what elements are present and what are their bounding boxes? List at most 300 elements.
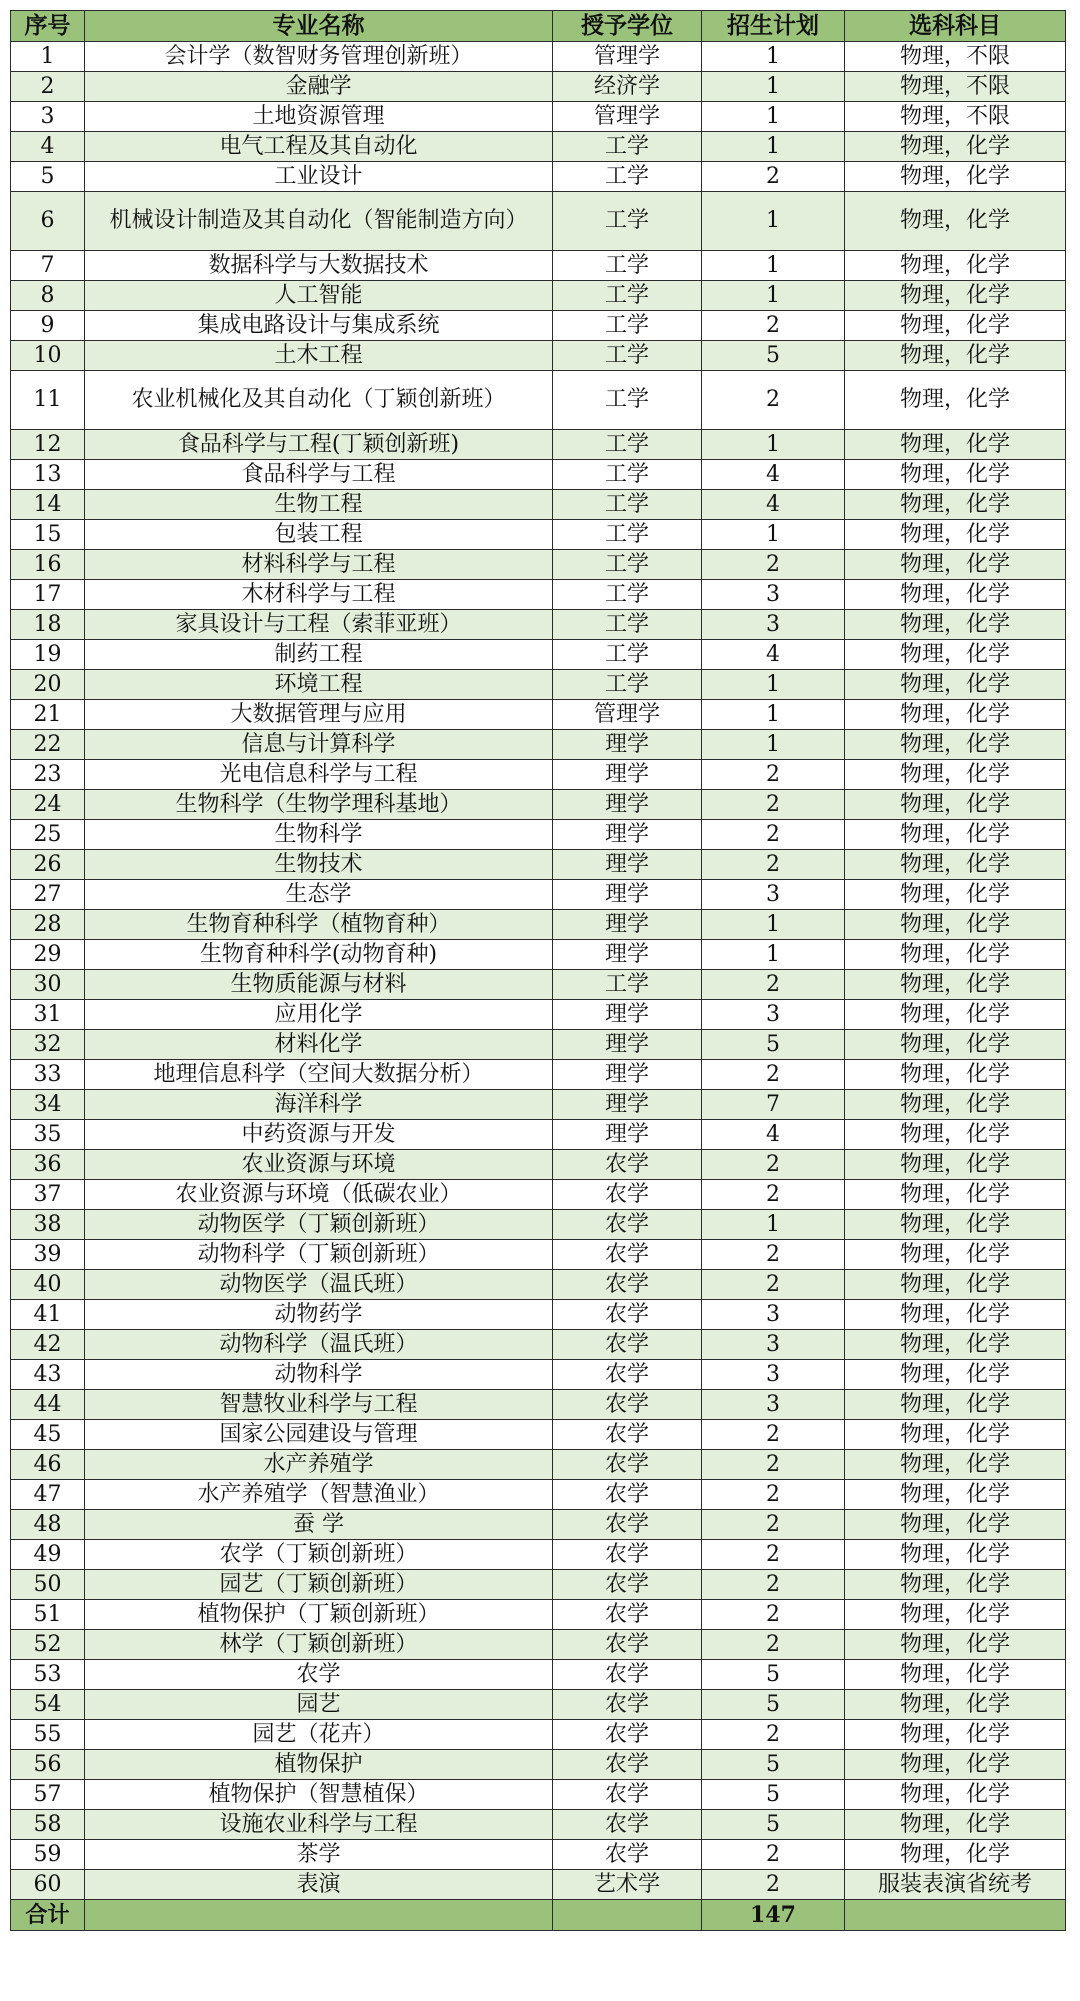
cell-no: 25 [11,820,85,850]
cell-major-name: 木材科学与工程 [85,580,553,610]
cell-major-name: 土木工程 [85,341,553,371]
cell-plan: 2 [702,970,845,1000]
cell-major-name: 生物技术 [85,850,553,880]
cell-subjects: 物理，化学 [845,192,1066,251]
cell-plan: 2 [702,1840,845,1870]
cell-subjects: 物理，化学 [845,281,1066,311]
cell-no: 15 [11,520,85,550]
cell-no: 21 [11,700,85,730]
cell-no: 3 [11,102,85,132]
cell-degree: 理学 [553,730,702,760]
cell-plan: 2 [702,790,845,820]
cell-major-name: 动物药学 [85,1300,553,1330]
cell-major-name: 动物科学（丁颖创新班） [85,1240,553,1270]
cell-subjects: 物理，化学 [845,910,1066,940]
total-label: 合计 [11,1900,85,1931]
cell-no: 38 [11,1210,85,1240]
cell-no: 53 [11,1660,85,1690]
cell-no: 4 [11,132,85,162]
cell-subjects: 物理，化学 [845,1030,1066,1060]
cell-major-name: 茶学 [85,1840,553,1870]
cell-major-name: 食品科学与工程(丁颖创新班) [85,430,553,460]
cell-no: 16 [11,550,85,580]
cell-degree: 农学 [553,1780,702,1810]
cell-plan: 3 [702,1330,845,1360]
cell-degree: 农学 [553,1720,702,1750]
cell-major-name: 土地资源管理 [85,102,553,132]
table-row [11,1120,1066,1150]
cell-plan: 2 [702,1420,845,1450]
header-plan: 招生计划 [702,11,845,42]
cell-no: 45 [11,1420,85,1450]
cell-subjects: 物理，化学 [845,1090,1066,1120]
cell-degree: 工学 [553,341,702,371]
table-row [11,880,1066,910]
table-row [11,520,1066,550]
cell-subjects: 物理，化学 [845,1840,1066,1870]
cell-plan: 1 [702,251,845,281]
table-row [11,490,1066,520]
table-row [11,1630,1066,1660]
cell-degree: 农学 [553,1210,702,1240]
table-row [11,700,1066,730]
table-row [11,1330,1066,1360]
cell-major-name: 数据科学与大数据技术 [85,251,553,281]
cell-major-name: 海洋科学 [85,1090,553,1120]
cell-plan: 3 [702,880,845,910]
header-no: 序号 [11,11,85,42]
table-row [11,1660,1066,1690]
cell-plan: 3 [702,1390,845,1420]
cell-subjects: 物理，不限 [845,102,1066,132]
cell-major-name: 金融学 [85,72,553,102]
cell-major-name: 生物育种科学（植物育种） [85,910,553,940]
cell-plan: 3 [702,610,845,640]
cell-subjects: 物理，化学 [845,341,1066,371]
cell-degree: 理学 [553,850,702,880]
cell-subjects: 物理，化学 [845,730,1066,760]
cell-plan: 1 [702,730,845,760]
cell-plan: 2 [702,1240,845,1270]
cell-no: 49 [11,1540,85,1570]
header-subjects: 选科科目 [845,11,1066,42]
cell-degree: 理学 [553,790,702,820]
cell-plan: 4 [702,1120,845,1150]
cell-degree: 农学 [553,1360,702,1390]
cell-subjects: 物理，化学 [845,1180,1066,1210]
cell-plan: 3 [702,1360,845,1390]
cell-subjects: 物理，化学 [845,1240,1066,1270]
cell-major-name: 中药资源与开发 [85,1120,553,1150]
cell-degree: 工学 [553,670,702,700]
cell-degree: 理学 [553,1060,702,1090]
cell-plan: 2 [702,850,845,880]
cell-degree: 工学 [553,192,702,251]
cell-major-name: 动物科学（温氏班） [85,1330,553,1360]
cell-no: 6 [11,192,85,251]
cell-subjects: 物理，化学 [845,371,1066,430]
cell-degree: 农学 [553,1180,702,1210]
table-row [11,1870,1066,1900]
total-empty-subjects [845,1900,1066,1931]
cell-plan: 5 [702,1750,845,1780]
cell-subjects: 物理，化学 [845,790,1066,820]
cell-major-name: 植物保护（智慧植保） [85,1780,553,1810]
cell-plan: 2 [702,1870,845,1900]
cell-no: 47 [11,1480,85,1510]
admission-plan-table [10,10,1066,1931]
cell-subjects: 物理，化学 [845,162,1066,192]
cell-major-name: 园艺（丁颖创新班） [85,1570,553,1600]
table-row [11,371,1066,430]
cell-degree: 艺术学 [553,1870,702,1900]
table-row [11,1810,1066,1840]
table-row [11,1480,1066,1510]
cell-subjects: 物理，化学 [845,490,1066,520]
cell-plan: 2 [702,1510,845,1540]
cell-subjects: 物理，化学 [845,1540,1066,1570]
table-row [11,820,1066,850]
cell-degree: 工学 [553,460,702,490]
cell-no: 29 [11,940,85,970]
cell-plan: 1 [702,132,845,162]
cell-plan: 3 [702,1300,845,1330]
table-row [11,790,1066,820]
cell-major-name: 生物科学 [85,820,553,850]
cell-major-name: 水产养殖学（智慧渔业） [85,1480,553,1510]
cell-plan: 5 [702,1780,845,1810]
cell-no: 34 [11,1090,85,1120]
cell-no: 33 [11,1060,85,1090]
cell-no: 60 [11,1870,85,1900]
header-row [11,11,1066,42]
cell-subjects: 物理，化学 [845,430,1066,460]
table-row [11,1600,1066,1630]
cell-subjects: 物理，化学 [845,850,1066,880]
cell-subjects: 物理，化学 [845,1630,1066,1660]
cell-degree: 工学 [553,430,702,460]
cell-degree: 工学 [553,610,702,640]
cell-major-name: 材料化学 [85,1030,553,1060]
cell-major-name: 园艺（花卉） [85,1720,553,1750]
cell-degree: 工学 [553,580,702,610]
cell-major-name: 农业资源与环境（低碳农业） [85,1180,553,1210]
cell-plan: 5 [702,1810,845,1840]
table-row [11,1300,1066,1330]
cell-major-name: 包装工程 [85,520,553,550]
table-row [11,1570,1066,1600]
table-row [11,1390,1066,1420]
cell-plan: 4 [702,640,845,670]
cell-subjects: 物理，化学 [845,1360,1066,1390]
table-row [11,610,1066,640]
cell-plan: 1 [702,940,845,970]
cell-major-name: 食品科学与工程 [85,460,553,490]
table-row [11,1690,1066,1720]
cell-subjects: 物理，化学 [845,1000,1066,1030]
cell-plan: 2 [702,550,845,580]
cell-plan: 2 [702,311,845,341]
cell-no: 9 [11,311,85,341]
cell-subjects: 物理，化学 [845,1660,1066,1690]
cell-no: 46 [11,1450,85,1480]
cell-plan: 2 [702,1600,845,1630]
cell-subjects: 物理，化学 [845,580,1066,610]
cell-no: 2 [11,72,85,102]
cell-degree: 工学 [553,251,702,281]
cell-plan: 2 [702,1150,845,1180]
cell-plan: 1 [702,102,845,132]
cell-plan: 4 [702,490,845,520]
cell-no: 30 [11,970,85,1000]
cell-major-name: 工业设计 [85,162,553,192]
table-row [11,311,1066,341]
cell-degree: 管理学 [553,42,702,72]
cell-major-name: 水产养殖学 [85,1450,553,1480]
cell-plan: 2 [702,1720,845,1750]
cell-degree: 工学 [553,162,702,192]
cell-subjects: 物理，化学 [845,760,1066,790]
cell-subjects: 物理，化学 [845,1690,1066,1720]
cell-degree: 农学 [553,1150,702,1180]
cell-degree: 农学 [553,1420,702,1450]
cell-no: 35 [11,1120,85,1150]
cell-no: 56 [11,1750,85,1780]
table-row [11,550,1066,580]
cell-no: 17 [11,580,85,610]
table-row [11,850,1066,880]
cell-no: 13 [11,460,85,490]
table-row [11,341,1066,371]
cell-degree: 理学 [553,820,702,850]
cell-major-name: 动物科学 [85,1360,553,1390]
cell-degree: 工学 [553,640,702,670]
cell-no: 37 [11,1180,85,1210]
cell-no: 11 [11,371,85,430]
cell-subjects: 物理，化学 [845,1510,1066,1540]
cell-no: 5 [11,162,85,192]
cell-plan: 2 [702,1480,845,1510]
cell-subjects: 物理，化学 [845,520,1066,550]
cell-subjects: 物理，化学 [845,550,1066,580]
table-row [11,132,1066,162]
cell-subjects: 物理，不限 [845,72,1066,102]
cell-subjects: 物理，化学 [845,640,1066,670]
table-row [11,42,1066,72]
table-row [11,970,1066,1000]
total-empty-name [85,1900,553,1931]
cell-no: 57 [11,1780,85,1810]
table-body [11,42,1066,1900]
cell-subjects: 物理，化学 [845,251,1066,281]
cell-major-name: 农学 [85,1660,553,1690]
cell-major-name: 表演 [85,1870,553,1900]
cell-major-name: 生态学 [85,880,553,910]
cell-major-name: 生物质能源与材料 [85,970,553,1000]
cell-degree: 工学 [553,550,702,580]
table-row [11,1450,1066,1480]
cell-subjects: 物理，化学 [845,1780,1066,1810]
cell-no: 8 [11,281,85,311]
cell-degree: 工学 [553,520,702,550]
cell-plan: 3 [702,580,845,610]
cell-major-name: 家具设计与工程（索菲亚班） [85,610,553,640]
cell-plan: 1 [702,72,845,102]
cell-major-name: 农业资源与环境 [85,1150,553,1180]
cell-no: 32 [11,1030,85,1060]
cell-degree: 农学 [553,1690,702,1720]
cell-degree: 工学 [553,132,702,162]
cell-plan: 2 [702,760,845,790]
cell-subjects: 物理，化学 [845,670,1066,700]
cell-degree: 农学 [553,1540,702,1570]
cell-no: 27 [11,880,85,910]
cell-subjects: 物理，化学 [845,1270,1066,1300]
cell-plan: 2 [702,820,845,850]
cell-major-name: 制药工程 [85,640,553,670]
cell-degree: 农学 [553,1660,702,1690]
cell-major-name: 农业机械化及其自动化（丁颖创新班） [85,371,553,430]
table-row [11,1030,1066,1060]
cell-no: 54 [11,1690,85,1720]
cell-major-name: 应用化学 [85,1000,553,1030]
cell-no: 59 [11,1840,85,1870]
cell-no: 42 [11,1330,85,1360]
cell-subjects: 物理，化学 [845,460,1066,490]
cell-subjects: 物理，化学 [845,1300,1066,1330]
cell-subjects: 物理，化学 [845,1810,1066,1840]
cell-subjects: 物理，化学 [845,1150,1066,1180]
header-major-name: 专业名称 [85,11,553,42]
cell-plan: 1 [702,192,845,251]
cell-major-name: 会计学（数智财务管理创新班） [85,42,553,72]
cell-no: 12 [11,430,85,460]
cell-degree: 农学 [553,1600,702,1630]
total-empty-degree [553,1900,702,1931]
table-row [11,162,1066,192]
cell-degree: 理学 [553,1000,702,1030]
cell-plan: 5 [702,1660,845,1690]
cell-major-name: 动物医学（丁颖创新班） [85,1210,553,1240]
cell-no: 52 [11,1630,85,1660]
cell-plan: 1 [702,281,845,311]
cell-major-name: 机械设计制造及其自动化（智能制造方向） [85,192,553,251]
cell-subjects: 物理，化学 [845,940,1066,970]
cell-plan: 1 [702,430,845,460]
cell-no: 22 [11,730,85,760]
cell-degree: 农学 [553,1750,702,1780]
cell-plan: 2 [702,1540,845,1570]
cell-subjects: 物理，化学 [845,1480,1066,1510]
cell-major-name: 植物保护（丁颖创新班） [85,1600,553,1630]
cell-no: 20 [11,670,85,700]
cell-major-name: 环境工程 [85,670,553,700]
cell-subjects: 物理，化学 [845,1450,1066,1480]
cell-subjects: 物理，化学 [845,1570,1066,1600]
cell-plan: 2 [702,371,845,430]
table-row [11,281,1066,311]
header-degree: 授予学位 [553,11,702,42]
table-row [11,730,1066,760]
cell-degree: 工学 [553,490,702,520]
cell-plan: 5 [702,341,845,371]
cell-no: 50 [11,1570,85,1600]
cell-degree: 农学 [553,1510,702,1540]
cell-major-name: 生物育种科学(动物育种) [85,940,553,970]
cell-plan: 2 [702,1450,845,1480]
cell-degree: 工学 [553,970,702,1000]
cell-subjects: 物理，化学 [845,1060,1066,1090]
cell-subjects: 物理，化学 [845,880,1066,910]
cell-major-name: 电气工程及其自动化 [85,132,553,162]
table-row [11,460,1066,490]
cell-no: 43 [11,1360,85,1390]
cell-plan: 2 [702,1630,845,1660]
cell-plan: 5 [702,1030,845,1060]
cell-no: 1 [11,42,85,72]
cell-degree: 理学 [553,1090,702,1120]
cell-subjects: 物理，化学 [845,1600,1066,1630]
cell-major-name: 信息与计算科学 [85,730,553,760]
cell-no: 14 [11,490,85,520]
cell-major-name: 地理信息科学（空间大数据分析） [85,1060,553,1090]
cell-plan: 5 [702,1690,845,1720]
cell-major-name: 集成电路设计与集成系统 [85,311,553,341]
cell-degree: 农学 [553,1480,702,1510]
cell-no: 48 [11,1510,85,1540]
cell-subjects: 物理，化学 [845,1330,1066,1360]
cell-major-name: 光电信息科学与工程 [85,760,553,790]
cell-degree: 农学 [553,1450,702,1480]
table-row [11,910,1066,940]
table-row [11,430,1066,460]
cell-subjects: 物理，化学 [845,1390,1066,1420]
cell-major-name: 大数据管理与应用 [85,700,553,730]
table-row [11,1060,1066,1090]
cell-plan: 1 [702,700,845,730]
table-row [11,760,1066,790]
cell-degree: 理学 [553,940,702,970]
cell-degree: 理学 [553,1120,702,1150]
cell-plan: 1 [702,1210,845,1240]
cell-no: 39 [11,1240,85,1270]
cell-no: 26 [11,850,85,880]
table-row [11,102,1066,132]
cell-major-name: 林学（丁颖创新班） [85,1630,553,1660]
table-row [11,1210,1066,1240]
cell-subjects: 物理，化学 [845,820,1066,850]
cell-major-name: 设施农业科学与工程 [85,1810,553,1840]
table-row [11,1000,1066,1030]
cell-major-name: 生物科学（生物学理科基地） [85,790,553,820]
table-row [11,940,1066,970]
cell-no: 28 [11,910,85,940]
cell-plan: 4 [702,460,845,490]
cell-degree: 农学 [553,1570,702,1600]
table-row [11,670,1066,700]
cell-subjects: 物理，化学 [845,700,1066,730]
cell-subjects: 物理，化学 [845,1120,1066,1150]
cell-subjects: 物理，化学 [845,1750,1066,1780]
cell-no: 44 [11,1390,85,1420]
cell-plan: 2 [702,1270,845,1300]
cell-subjects: 服装表演省统考 [845,1870,1066,1900]
table-row [11,1180,1066,1210]
cell-degree: 农学 [553,1240,702,1270]
cell-no: 18 [11,610,85,640]
table-row [11,1750,1066,1780]
cell-major-name: 动物医学（温氏班） [85,1270,553,1300]
